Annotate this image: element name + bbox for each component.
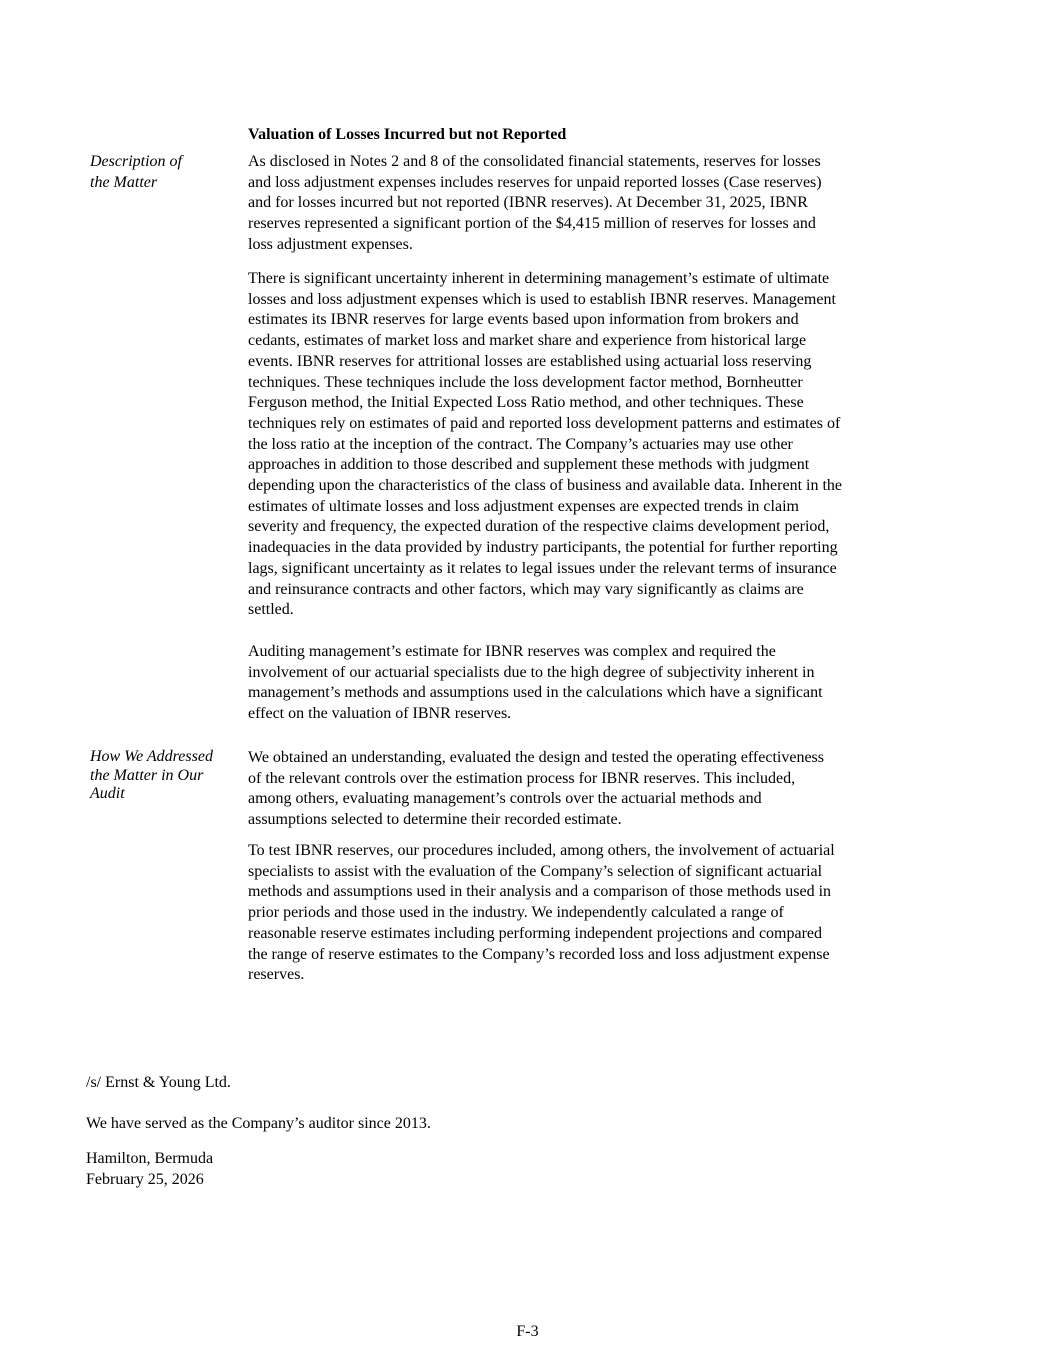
text-line: Ferguson method, the Initial Expected Loss Ratio method, and other techniques. These <box>248 394 804 412</box>
text-line: of the relevant controls over the estimation process for IBNR reserves. This included, <box>248 769 796 787</box>
text-line: estimates of ultimate losses and loss adjustment expenses are expected trends in claim <box>248 497 799 515</box>
description-paragraph-1 <box>248 152 898 256</box>
text-line: reserves. <box>248 966 305 984</box>
auditor-since: We have served as the Company’s auditor since 2013. <box>86 1115 431 1132</box>
report-date: February 25, 2026 <box>86 1170 204 1188</box>
text-line: the loss ratio at the inception of the contract. The Company’s actuaries may use other <box>248 435 793 453</box>
text-line: inadequacies in the data provided by industry participants, the potential for further reporting <box>248 539 838 557</box>
addressed-label-line: Audit <box>90 785 125 802</box>
text-line: among others, evaluating management’s controls over the actuarial methods and <box>248 790 762 808</box>
text-line: loss adjustment expenses. <box>248 235 413 253</box>
description-label-line: Description of <box>90 153 182 170</box>
text-line: cedants, estimates of market loss and market share and experience from historical large <box>248 332 807 350</box>
text-line: To test IBNR reserves, our procedures included, among others, the involvement of actuarial <box>248 842 835 859</box>
text-line: We obtained an understanding, evaluated the design and tested the operating effectiveness <box>248 749 824 766</box>
text-line: reasonable reserve estimates including performing independent projections and compared <box>248 924 823 942</box>
description-paragraph-3 <box>248 642 898 725</box>
addressed-label <box>90 748 240 804</box>
text-line: depending upon the characteristics of the class of business and available data. Inherent in the <box>248 477 843 495</box>
text-line: settled. <box>248 601 294 619</box>
text-line: and loss adjustment expenses includes reserves for unpaid reported losses (Case reserves) <box>248 173 822 191</box>
location-date <box>86 1149 213 1190</box>
text-line: reserves represented a significant portion of the $4,415 million of reserves for losses and <box>248 215 816 233</box>
description-label <box>90 152 240 193</box>
text-line: management’s methods and assumptions used in the calculations which have a significant <box>248 684 823 702</box>
text-line: lags, significant uncertainty as it relates to legal issues under the relevant terms of insurance <box>248 559 837 577</box>
text-line: As disclosed in Notes 2 and 8 of the consolidated financial statements, reserves for losses <box>248 153 821 170</box>
text-line: methods and assumptions used in their analysis and a comparison of those methods used in <box>248 883 832 901</box>
text-line: approaches in addition to those described and supplement these methods with judgment <box>248 456 810 474</box>
text-line: techniques. These techniques include the loss development factor method, Bornheutter <box>248 373 803 391</box>
text-line: effect on the valuation of IBNR reserves. <box>248 705 512 723</box>
text-line: specialists to assist with the evaluation of the Company’s selection of significant actuarial <box>248 862 823 880</box>
addressed-paragraph-2 <box>248 841 898 986</box>
text-line: the range of reserve estimates to the Company’s recorded loss and loss adjustment expense <box>248 945 830 963</box>
text-line: assumptions selected to determine their recorded estimate. <box>248 811 622 829</box>
page-number: F-3 <box>516 1323 539 1340</box>
signature: /s/ Ernst & Young Ltd. <box>86 1074 231 1091</box>
text-line: and for losses incurred but not reported (IBNR reserves). At December 31, 2025, IBNR <box>248 194 808 212</box>
addressed-label-line: the Matter in Our <box>90 766 204 784</box>
text-line: prior periods and those used in the industry. We independently calculated a range of <box>248 904 784 922</box>
description-paragraph-2 <box>248 269 898 621</box>
section-title: Valuation of Losses Incurred but not Reported <box>248 126 567 143</box>
text-line: Auditing management’s estimate for IBNR reserves was complex and required the <box>248 643 776 660</box>
text-line: events. IBNR reserves for attritional losses are established using actuarial loss reserving <box>248 352 812 370</box>
addressed-paragraph-1 <box>248 748 898 831</box>
text-line: There is significant uncertainty inherent in determining management’s estimate of ultimate <box>248 270 830 287</box>
addressed-label-line: How We Addressed <box>90 748 213 765</box>
location: Hamilton, Bermuda <box>86 1150 214 1167</box>
text-line: severity and frequency, the expected duration of the respective claims development period, <box>248 518 830 536</box>
description-label-line: the Matter <box>90 173 158 191</box>
text-line: and reinsurance contracts and other factors, which may vary significantly as claims are <box>248 580 804 598</box>
text-line: estimates its IBNR reserves for large events based upon information from brokers and <box>248 311 799 329</box>
text-line: techniques rely on estimates of paid and reported loss development patterns and estimates of <box>248 414 841 432</box>
text-line: involvement of our actuarial specialists due to the high degree of subjectivity inherent in <box>248 663 815 681</box>
text-line: losses and loss adjustment expenses which is used to establish IBNR reserves. Management <box>248 290 836 308</box>
